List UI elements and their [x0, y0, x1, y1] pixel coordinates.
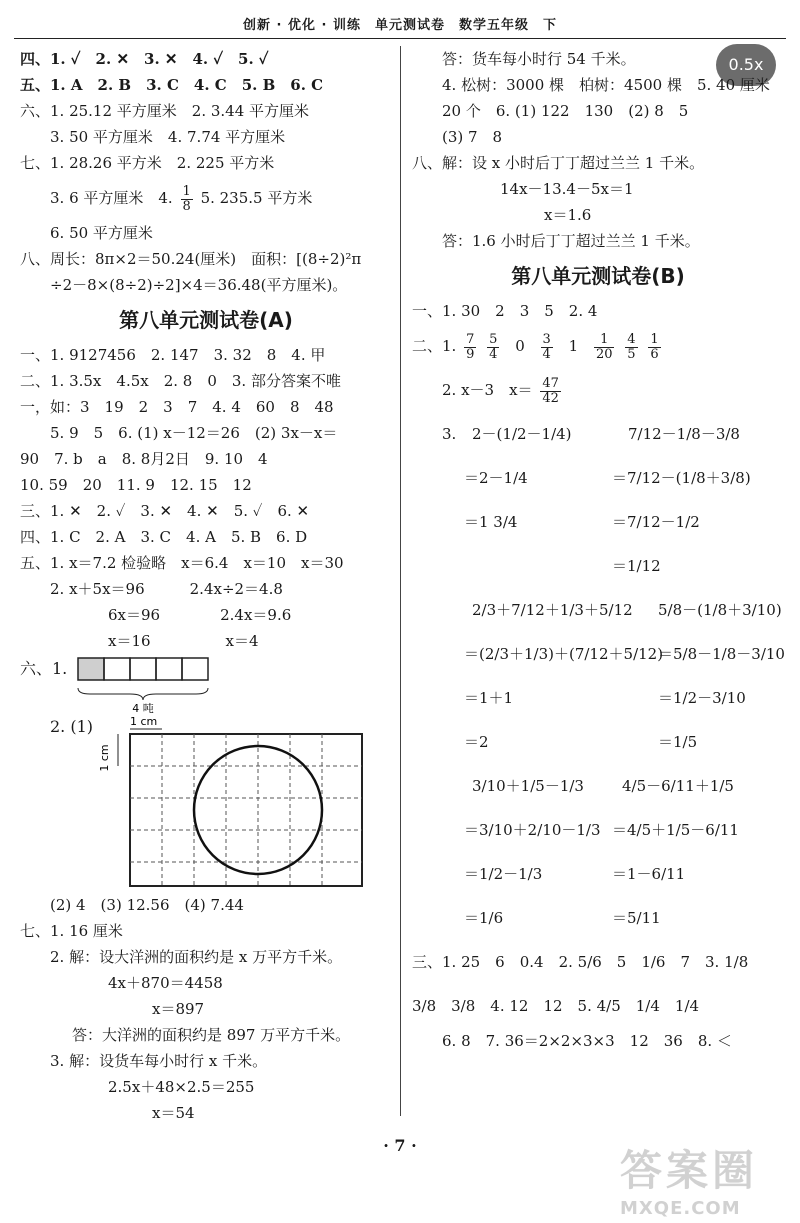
answer-line: 2. 解：设大洋洲的面积约是 x 万平方千米。: [50, 948, 343, 966]
answer-line: x＝54: [152, 1104, 195, 1122]
numerator: 3: [542, 331, 551, 347]
right-column: [412, 46, 784, 1054]
numerator: 1: [182, 183, 191, 199]
answer-line: 14x－13.4－5x＝1: [500, 180, 634, 198]
math-expression: ＝1－6/11: [612, 865, 686, 883]
answer-text: 3.: [442, 425, 457, 443]
answer-line: 6x＝96 2.4x＝9.6: [108, 606, 292, 624]
numerator: 1: [650, 331, 659, 347]
bar-cell: [182, 658, 208, 680]
math-expression: ＝1＋1: [464, 689, 514, 707]
answer-line: 八、周长：8π×2＝50.24(厘米) 面积：[(8÷2)²π: [20, 250, 362, 268]
math-expression: ＝7/12－(1/8＋3/8): [612, 469, 751, 487]
answer-line: ÷2－8×(8÷2)÷2]×4＝36.48(平方厘米)。: [50, 276, 348, 294]
numerator: 5: [489, 331, 498, 347]
answer-text: 2. x－3 x＝: [442, 381, 533, 399]
denominator: 20: [595, 346, 613, 362]
fraction: [541, 333, 553, 361]
answer-line: 二、1. 3.5x 4.5x 2. 8 0 3. 部分答案不唯: [20, 372, 341, 390]
math-expression: 4/5－6/11＋1/5: [622, 777, 734, 795]
answer-text: 2. (1): [50, 717, 94, 736]
answer-line: x＝1.6: [544, 206, 592, 224]
fraction: [487, 333, 499, 361]
fraction: [594, 333, 615, 361]
math-expression: ＝1/12: [612, 557, 661, 575]
calc-row: [412, 808, 784, 852]
denominator: 5: [627, 346, 636, 362]
bar-diagram-row: [20, 654, 392, 714]
bar-diagram: [70, 654, 370, 714]
answer-line: 4x＋870＝4458: [108, 974, 223, 992]
calc-row: [412, 764, 784, 808]
calc-row: [412, 852, 784, 896]
math-expression: ＝3/10＋2/10－1/3: [464, 821, 601, 839]
answer-line: 10. 59 20 11. 9 12. 15 12: [20, 476, 252, 494]
calc-row: [412, 412, 784, 456]
math-expression: ＝2－1/4: [464, 469, 528, 487]
watermark-line: 答案圈: [620, 1146, 759, 1195]
answer-line: 6. 50 平方厘米: [50, 224, 153, 242]
section-title-b: 第八单元测试卷(B): [511, 264, 685, 288]
answer-line: 七、1. 16 厘米: [20, 922, 123, 940]
calc-row: [412, 456, 784, 500]
answer-line: 三、1. 25 6 0.4 2. 5/6 5 1/6 7 3. 1/8: [412, 953, 749, 971]
math-expression: ＝2: [464, 733, 489, 751]
answer-line: 5. 9 5 6. (1) x－12＝26 (2) 3x－x＝: [50, 424, 338, 442]
answer-line: 六、1. 25.12 平方厘米 2. 3.44 平方厘米: [20, 102, 310, 120]
playback-speed-badge[interactable]: 0.5x: [716, 44, 776, 86]
watermark-line: MXQE.COM: [620, 1198, 741, 1219]
math-expression: ＝(2/3＋1/3)＋(7/12＋5/12): [464, 645, 664, 663]
bar-cell: [104, 658, 130, 680]
grid-diagram: [98, 714, 382, 892]
column-divider: [400, 46, 401, 1116]
answer-line: (3) 7 8: [442, 128, 503, 146]
header-rule: [14, 38, 786, 39]
fraction: [540, 377, 561, 405]
fraction: [464, 333, 476, 361]
answer-line: 6. 8 7. 36＝2×2×3×3 12 36 8. ＜: [442, 1032, 732, 1050]
answer-line: 答：货车每小时行 54 千米。: [442, 50, 636, 68]
math-expression: ＝1/6: [464, 909, 504, 927]
math-expression: ＝7/12－1/2: [612, 513, 700, 531]
page-number: · 7 ·: [383, 1136, 417, 1155]
math-expression: 2－(1/2－1/4): [472, 425, 572, 443]
bar-label: 4 吨: [132, 702, 154, 715]
brace: [78, 688, 208, 700]
fraction: [181, 185, 193, 213]
denominator: 8: [182, 198, 191, 214]
answer-line: 五、1. A 2. B 3. C 4. C 5. B 6. C: [20, 76, 324, 94]
fraction-answer-line: [412, 368, 784, 412]
denominator: 4: [542, 346, 551, 362]
math-expression: ＝1/2－3/10: [658, 689, 746, 707]
left-column: [20, 46, 392, 1126]
answer-line: 七、1. 28.26 平方米 2. 225 平方米: [20, 154, 275, 172]
answer-line: 三、1. ✕ 2. ✓ 3. ✕ 4. ✕ 5. ✓ 6. ✕: [20, 502, 310, 520]
answer-text: 5. 235.5 平方米: [200, 189, 313, 207]
math-expression: ＝1/5: [658, 733, 698, 751]
math-expression: ＝1/2－1/3: [464, 865, 543, 883]
section-title-a: 第八单元测试卷(A): [119, 308, 293, 332]
answer-line: 3/8 3/8 4. 12 12 5. 4/5 1/4 1/4: [412, 997, 700, 1015]
answer-text: 3. 6 平方厘米 4.: [50, 189, 173, 207]
answer-line: 四、1. ✓ 2. ✕ 3. ✕ 4. ✓ 5. ✓: [20, 50, 269, 68]
math-expression: 3/10＋1/5－1/3: [472, 777, 584, 795]
bar-cell: [130, 658, 156, 680]
math-expression: 5/8－(1/8＋3/10): [658, 601, 782, 619]
grid-lines: [130, 734, 362, 886]
answer-line: 20 个 6. (1) 122 130 (2) 8 5: [442, 102, 689, 120]
calc-row: [412, 676, 784, 720]
answer-line: 2.5x＋48×2.5＝255: [108, 1078, 255, 1096]
answer-line: 3. 解：设货车每小时行 x 千米。: [50, 1052, 268, 1070]
answer-line: x＝897: [152, 1000, 205, 1018]
answer-line: 一、1. 30 2 3 5 2. 4: [412, 302, 598, 320]
shaded-cell: [78, 658, 104, 680]
denominator: 9: [466, 346, 475, 362]
answer-line: 答：1.6 小时后丁丁超过兰兰 1 千米。: [442, 232, 700, 250]
fraction-answer-line: [412, 324, 784, 368]
denominator: 42: [542, 390, 559, 406]
answer-line: 2. x＋5x＝96 2.4x÷2＝4.8: [50, 580, 283, 598]
answer-line: 3. 50 平方厘米 4. 7.74 平方厘米: [50, 128, 286, 146]
watermark-logo: [620, 1138, 758, 1219]
fraction: [648, 333, 660, 361]
grid-diagram-row: [20, 714, 392, 892]
grid-label-top: 1 cm: [130, 715, 158, 728]
answer-text: 1: [568, 337, 579, 355]
answer-line: 五、1. x＝7.2 检验略 x＝6.4 x＝10 x＝30: [20, 554, 344, 572]
denominator: 4: [489, 346, 498, 362]
answer-line: x＝16 x＝4: [108, 632, 259, 650]
answer-line-with-fraction: [20, 176, 392, 220]
grid-frame: [130, 734, 362, 886]
calc-row: [412, 632, 784, 676]
answer-line: 四、1. C 2. A 3. C 4. A 5. B 6. D: [20, 528, 308, 546]
math-expression: ＝5/11: [612, 909, 661, 927]
math-expression: 7/12－1/8－3/8: [628, 425, 740, 443]
answer-line: 八、解：设 x 小时后丁丁超过兰兰 1 千米。: [412, 154, 705, 172]
answer-line: 90 7. b a 8. 8月2日 9. 10 4: [20, 450, 268, 468]
calc-row: [412, 896, 784, 940]
calc-row: [412, 720, 784, 764]
answer-line: 答：大洋洲的面积约是 897 万平方千米。: [72, 1026, 351, 1044]
answer-text: 二、1.: [412, 337, 457, 355]
fraction: [625, 333, 637, 361]
answer-text: 六、1.: [20, 659, 68, 678]
calc-row: [412, 588, 784, 632]
bar-cell: [156, 658, 182, 680]
numerator: 4: [627, 331, 636, 347]
calc-row: [412, 500, 784, 544]
denominator: 6: [650, 346, 659, 362]
numerator: 7: [466, 331, 475, 347]
numerator: 47: [542, 375, 559, 391]
answer-line: 一，如：3 19 2 3 7 4. 4 60 8 48: [20, 398, 334, 416]
numerator: 1: [594, 333, 615, 348]
answer-line: 4. 松树：3000 棵 柏树：4500 棵 5. 40 厘米: [442, 76, 770, 94]
math-expression: 2/3＋7/12＋1/3＋5/12: [472, 601, 633, 619]
math-expression: ＝1 3/4: [464, 513, 518, 531]
math-expression: ＝5/8－1/8－3/10: [658, 645, 785, 663]
page-header: 创新 · 优化 · 训练 单元测试卷 数学五年级 下: [243, 18, 557, 33]
calc-row: [412, 544, 784, 588]
math-expression: ＝4/5＋1/5－6/11: [612, 821, 739, 839]
grid-label-side: 1 cm: [98, 744, 111, 772]
answer-text: 0: [515, 337, 525, 355]
answer-line: (2) 4 (3) 12.56 (4) 7.44: [50, 896, 244, 914]
answer-line: 一、1. 9127456 2. 147 3. 32 8 4. 甲: [20, 346, 326, 364]
